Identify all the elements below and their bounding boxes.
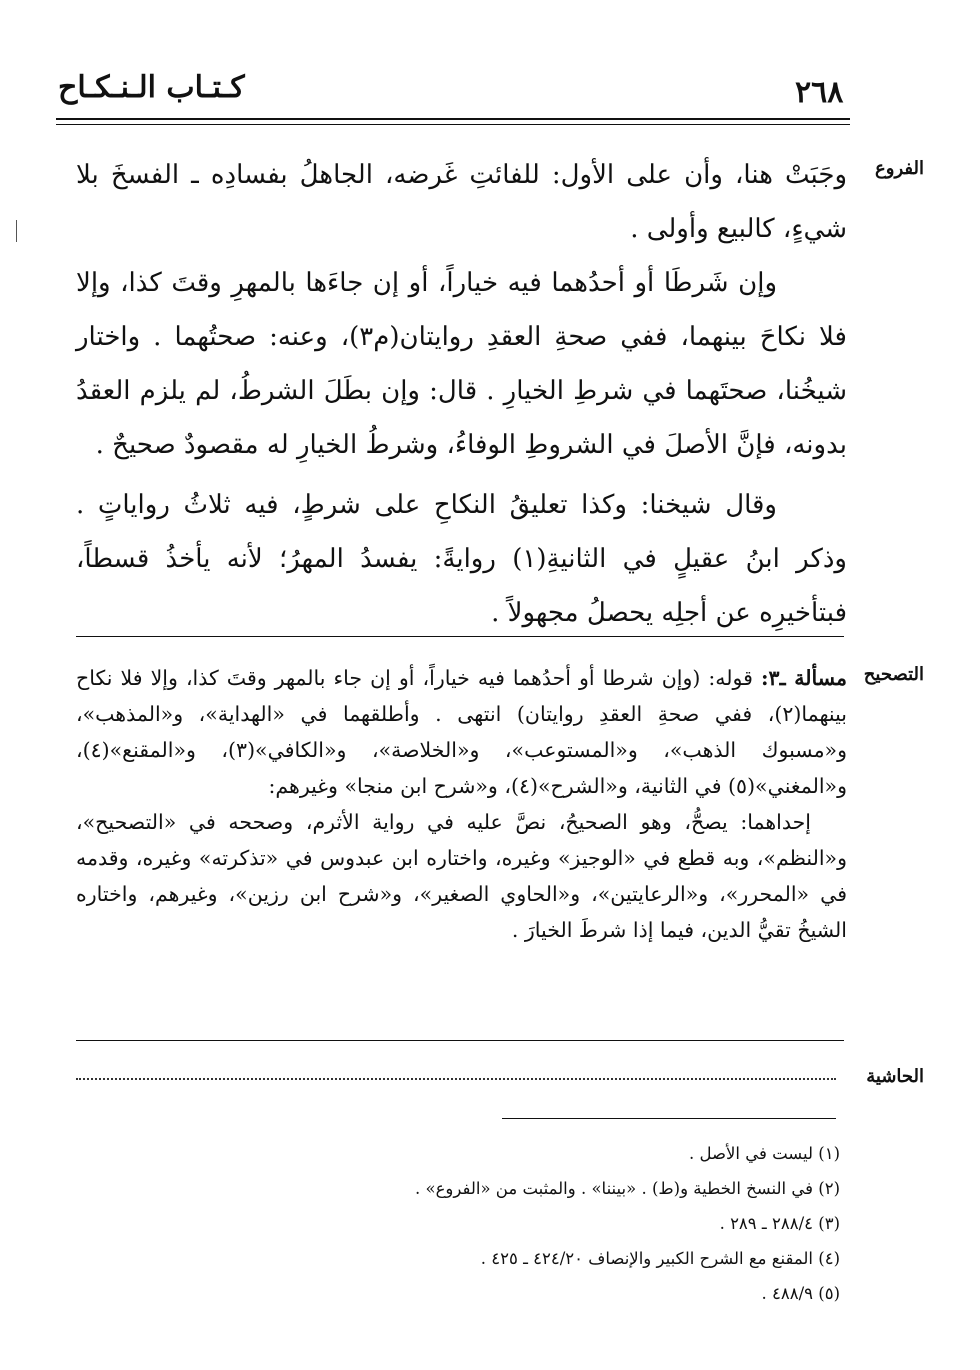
margin-tick [16, 220, 17, 242]
footnotes [280, 1136, 840, 1311]
label-hashiya: الحاشية [866, 1066, 924, 1087]
footnote-2: (٢) في النسخ الخطية و(ط) . «بيننا» . والمثبت من «الفروع» . [415, 1179, 840, 1198]
furoo-paragraph-2: وإن شَرطَا أو أحدُهما فيه خياراً، أو إن جاءَها بالمهرِ وقتَ كذا، وإلا فلا نكاحَ بينهما، ففي صحةِ العقدِ روايتان(م٣)، وعنه: صحتُهما . واختار شيخُنا، صحتَهما في شرطِ الخيارِ . قال: وإن بطَلَ الشرطُ، لم يلزم العقدُ بدونه، فإنَّ الأصلَ في الشروطِ الوفاءُ، وشرطُ الخيارِ له مقصودٌ صحيحٌ . [76, 268, 847, 460]
page-number: ٢٦٨ [795, 75, 844, 110]
section-divider-2 [76, 1040, 844, 1041]
footnote-5: (٥) ٤٨٨/٩ . [761, 1284, 840, 1303]
label-furoo: الفروع [875, 158, 924, 179]
header-rule [56, 118, 850, 125]
masala-label: مسألة ـ٣: [760, 666, 847, 690]
footnote-1: (١) ليست في الأصل . [688, 1144, 840, 1163]
footnote-3: (٣) ٢٨٨/٤ ـ ٢٨٩ . [719, 1214, 840, 1233]
furoo-text [76, 148, 847, 640]
running-title: كـتـاب الـنـكـاح [58, 70, 245, 105]
tashih-paragraph-1-body: قوله: (وإن شرطا أو أحدُهما فيه خياراً، أو إن جاء بالمهر وقتَ كذا، وإلا فلا نكاح بينهما(٢)، ففي صحةِ العقدِ روايتان) انتهى . وأطلقهما في «الهداية»، و«المذهب»، و«مسبوك الذهب»، و«المستوعب»، و«الخلاصة»، و«الكافي»(٣)، و«المقنع»(٤)، و«المغني»(٥) في الثانية، و«الشرح»(٤)، و«شرح ابن منجا» وغيرهم: [76, 666, 848, 798]
tashih-text [76, 660, 847, 948]
footnote-rule [502, 1118, 836, 1119]
footnote-4: (٤) المقنع مع الشرح الكبير والإنصاف ٤٢٤/٢٠ ـ ٤٢٥ . [480, 1249, 840, 1268]
tashih-paragraph-2: إحداهما: يصحُّ، وهو الصحيحُ، نصَّ عليه في رواية الأثرم، وصححه في «التصحيح»، و«النظم»، وبه قطع في «الوجيز» وغيره، واختاره ابن عبدوس في «تذكرته» وغيره، وقدمه في «المحرر»، و«الرعايتين»، و«الحاوي الصغير»، و«شرح ابن رزين»، وغيرهم، واختاره الشيخُ تقيُّ الدين، فيما إذا شرطَ الخيارَ . [76, 810, 847, 942]
furoo-paragraph-3: وقال شيخنا: وكذا تعليقُ النكاحِ على شرطٍ، فيه ثلاثُ رواياتٍ . وذكر ابنُ عقيلٍ في الثانيةِ(١) روايةً: يفسدُ المهرُ؛ لأنه يأخذُ قسطاً، فبتأخيرِه عن أجلِه يحصلُ مجهولاً . [76, 490, 847, 628]
section-divider [76, 636, 844, 637]
label-tashih: التصحيح [863, 664, 924, 685]
tashih-paragraph-1 [76, 660, 847, 804]
hashiya-dotted-line [76, 1078, 836, 1080]
furoo-paragraph-1: وجَبَتْ هنا، وأن على الأول: للفائتِ غَرضه، الجاهلُ بفسادِه ـ الفسخَ بلا شيءٍ، كالبيع وأولى . [76, 160, 847, 244]
